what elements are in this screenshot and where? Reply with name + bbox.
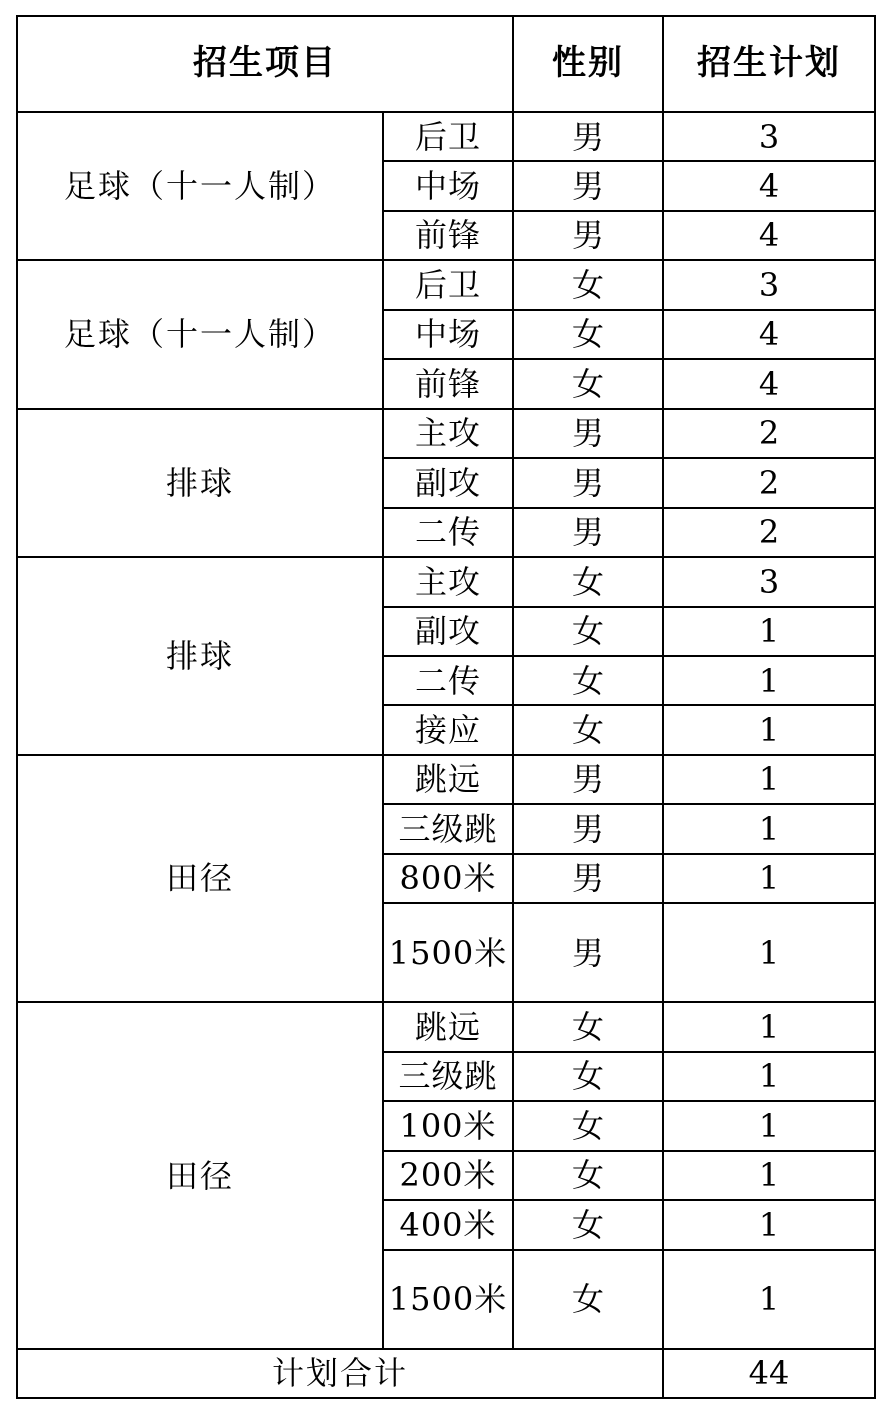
position-cell: 100米 bbox=[383, 1101, 513, 1150]
position-cell: 1500米 bbox=[383, 903, 513, 1002]
gender-cell: 女 bbox=[513, 1002, 663, 1051]
position-cell: 前锋 bbox=[383, 211, 513, 260]
plan-cell: 1 bbox=[663, 804, 875, 853]
plan-cell: 1 bbox=[663, 755, 875, 804]
sport-name: 排球 bbox=[17, 557, 383, 755]
gender-cell: 女 bbox=[513, 1052, 663, 1101]
gender-cell: 女 bbox=[513, 607, 663, 656]
position-cell: 副攻 bbox=[383, 607, 513, 656]
plan-cell: 1 bbox=[663, 1151, 875, 1200]
table-row bbox=[17, 1002, 875, 1051]
total-value: 44 bbox=[663, 1349, 875, 1398]
table-row bbox=[17, 260, 875, 309]
gender-cell: 男 bbox=[513, 161, 663, 210]
position-cell: 400米 bbox=[383, 1200, 513, 1249]
header-row bbox=[17, 16, 875, 112]
gender-cell: 男 bbox=[513, 409, 663, 458]
plan-cell: 3 bbox=[663, 112, 875, 161]
sport-name: 足球（十一人制） bbox=[17, 112, 383, 260]
table-body bbox=[17, 112, 875, 1349]
position-cell: 三级跳 bbox=[383, 1052, 513, 1101]
position-cell: 跳远 bbox=[383, 1002, 513, 1051]
table-row bbox=[17, 409, 875, 458]
gender-cell: 女 bbox=[513, 1200, 663, 1249]
plan-cell: 1 bbox=[663, 1250, 875, 1349]
gender-cell: 男 bbox=[513, 458, 663, 507]
gender-cell: 男 bbox=[513, 755, 663, 804]
sport-name: 田径 bbox=[17, 1002, 383, 1349]
gender-cell: 女 bbox=[513, 1151, 663, 1200]
plan-cell: 1 bbox=[663, 705, 875, 754]
sport-name: 田径 bbox=[17, 755, 383, 1003]
sport-name: 足球（十一人制） bbox=[17, 260, 383, 408]
gender-cell: 女 bbox=[513, 310, 663, 359]
gender-cell: 女 bbox=[513, 260, 663, 309]
gender-cell: 男 bbox=[513, 508, 663, 557]
gender-cell: 男 bbox=[513, 903, 663, 1002]
plan-cell: 3 bbox=[663, 557, 875, 606]
position-cell: 跳远 bbox=[383, 755, 513, 804]
plan-cell: 1 bbox=[663, 1052, 875, 1101]
plan-cell: 4 bbox=[663, 211, 875, 260]
plan-cell: 2 bbox=[663, 508, 875, 557]
plan-cell: 1 bbox=[663, 607, 875, 656]
plan-cell: 1 bbox=[663, 656, 875, 705]
gender-cell: 男 bbox=[513, 804, 663, 853]
position-cell: 接应 bbox=[383, 705, 513, 754]
gender-cell: 女 bbox=[513, 557, 663, 606]
plan-cell: 4 bbox=[663, 359, 875, 408]
position-cell: 主攻 bbox=[383, 557, 513, 606]
position-cell: 200米 bbox=[383, 1151, 513, 1200]
position-cell: 后卫 bbox=[383, 260, 513, 309]
position-cell: 中场 bbox=[383, 310, 513, 359]
table-row bbox=[17, 755, 875, 804]
table-row bbox=[17, 112, 875, 161]
position-cell: 前锋 bbox=[383, 359, 513, 408]
gender-cell: 男 bbox=[513, 112, 663, 161]
position-cell: 三级跳 bbox=[383, 804, 513, 853]
position-cell: 主攻 bbox=[383, 409, 513, 458]
position-cell: 二传 bbox=[383, 508, 513, 557]
total-row bbox=[17, 1349, 875, 1398]
position-cell: 800米 bbox=[383, 854, 513, 903]
plan-cell: 4 bbox=[663, 161, 875, 210]
header-item: 招生项目 bbox=[17, 16, 513, 112]
plan-cell: 2 bbox=[663, 409, 875, 458]
position-cell: 1500米 bbox=[383, 1250, 513, 1349]
table-row bbox=[17, 557, 875, 606]
position-cell: 二传 bbox=[383, 656, 513, 705]
position-cell: 后卫 bbox=[383, 112, 513, 161]
gender-cell: 女 bbox=[513, 705, 663, 754]
gender-cell: 男 bbox=[513, 211, 663, 260]
total-label: 计划合计 bbox=[17, 1349, 663, 1398]
gender-cell: 女 bbox=[513, 656, 663, 705]
sport-name: 排球 bbox=[17, 409, 383, 557]
plan-cell: 4 bbox=[663, 310, 875, 359]
position-cell: 中场 bbox=[383, 161, 513, 210]
gender-cell: 女 bbox=[513, 1250, 663, 1349]
plan-cell: 3 bbox=[663, 260, 875, 309]
header-gender: 性别 bbox=[513, 16, 663, 112]
position-cell: 副攻 bbox=[383, 458, 513, 507]
admission-plan-table bbox=[16, 15, 876, 1399]
plan-cell: 1 bbox=[663, 903, 875, 1002]
plan-cell: 1 bbox=[663, 1101, 875, 1150]
plan-cell: 1 bbox=[663, 1200, 875, 1249]
header-plan: 招生计划 bbox=[663, 16, 875, 112]
plan-cell: 2 bbox=[663, 458, 875, 507]
plan-cell: 1 bbox=[663, 1002, 875, 1051]
gender-cell: 女 bbox=[513, 1101, 663, 1150]
gender-cell: 男 bbox=[513, 854, 663, 903]
gender-cell: 女 bbox=[513, 359, 663, 408]
plan-cell: 1 bbox=[663, 854, 875, 903]
